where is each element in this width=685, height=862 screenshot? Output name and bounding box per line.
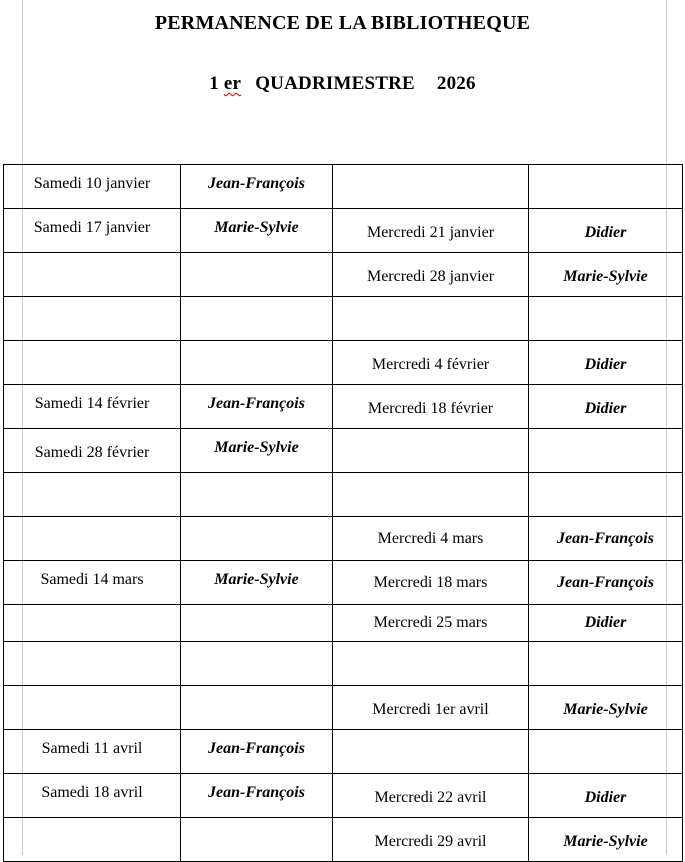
wednesday-volunteer-cell — [529, 297, 683, 341]
table-row — [4, 605, 683, 642]
saturday-date-cell — [4, 473, 181, 517]
saturday-date-cell: Samedi 17 janvier — [4, 209, 181, 253]
wednesday-volunteer-cell — [529, 730, 683, 774]
saturday-date-cell — [4, 341, 181, 385]
wednesday-volunteer-cell: Didier — [529, 605, 683, 642]
wednesday-date-cell: Mercredi 4 mars — [333, 517, 529, 561]
saturday-date-cell: Samedi 14 mars — [4, 561, 181, 605]
wednesday-volunteer-cell — [529, 429, 683, 473]
wednesday-date-cell: Mercredi 22 avril — [333, 774, 529, 818]
wednesday-date-cell: Mercredi 1er avril — [333, 686, 529, 730]
table-row — [4, 517, 683, 561]
saturday-volunteer-cell: Jean-François — [181, 165, 333, 209]
subtitle-ordinal-suffix: er — [223, 73, 242, 94]
table-row — [4, 341, 683, 385]
saturday-date-cell — [4, 253, 181, 297]
saturday-volunteer-cell — [181, 642, 333, 686]
wednesday-volunteer-cell: Didier — [529, 209, 683, 253]
subtitle-year: 2026 — [436, 73, 476, 94]
wednesday-date-cell: Mercredi 18 février — [333, 385, 529, 429]
table-row — [4, 642, 683, 686]
saturday-date-cell — [4, 686, 181, 730]
table-row — [4, 385, 683, 429]
table-row — [4, 561, 683, 605]
saturday-date-cell: Samedi 11 avril — [4, 730, 181, 774]
wednesday-date-cell — [333, 297, 529, 341]
wednesday-volunteer-cell: Marie-Sylvie — [529, 818, 683, 862]
saturday-volunteer-cell — [181, 686, 333, 730]
table-row — [4, 686, 683, 730]
wednesday-volunteer-cell — [529, 165, 683, 209]
table-row — [4, 473, 683, 517]
wednesday-date-cell — [333, 730, 529, 774]
subtitle-number: 1 — [209, 73, 219, 94]
wednesday-volunteer-cell: Didier — [529, 774, 683, 818]
wednesday-date-cell: Mercredi 28 janvier — [333, 253, 529, 297]
saturday-volunteer-cell: Jean-François — [181, 730, 333, 774]
saturday-date-cell: Samedi 28 février — [4, 429, 181, 473]
saturday-date-cell: Samedi 10 janvier — [4, 165, 181, 209]
table-row — [4, 774, 683, 818]
wednesday-date-cell: Mercredi 25 mars — [333, 605, 529, 642]
wednesday-volunteer-cell: Didier — [529, 385, 683, 429]
table-row — [4, 730, 683, 774]
wednesday-volunteer-cell: Marie-Sylvie — [529, 253, 683, 297]
saturday-volunteer-cell — [181, 253, 333, 297]
saturday-date-cell: Samedi 18 avril — [4, 774, 181, 818]
document-subtitle — [0, 73, 685, 95]
wednesday-volunteer-cell: Marie-Sylvie — [529, 686, 683, 730]
wednesday-date-cell — [333, 165, 529, 209]
wednesday-date-cell: Mercredi 21 janvier — [333, 209, 529, 253]
table-row — [4, 297, 683, 341]
wednesday-date-cell — [333, 642, 529, 686]
table-row — [4, 165, 683, 209]
saturday-volunteer-cell — [181, 605, 333, 642]
saturday-date-cell — [4, 517, 181, 561]
wednesday-volunteer-cell: Jean-François — [529, 517, 683, 561]
saturday-date-cell — [4, 297, 181, 341]
table-row — [4, 209, 683, 253]
wednesday-volunteer-cell — [529, 473, 683, 517]
wednesday-date-cell — [333, 429, 529, 473]
wednesday-volunteer-cell: Didier — [529, 341, 683, 385]
saturday-volunteer-cell — [181, 473, 333, 517]
table-row — [4, 253, 683, 297]
document-title: PERMANENCE DE LA BIBLIOTHEQUE — [154, 12, 531, 34]
saturday-volunteer-cell: Marie-Sylvie — [181, 561, 333, 605]
saturday-volunteer-cell — [181, 517, 333, 561]
schedule-table — [3, 164, 683, 862]
wednesday-date-cell: Mercredi 4 février — [333, 341, 529, 385]
saturday-volunteer-cell: Jean-François — [181, 385, 333, 429]
saturday-volunteer-cell: Marie-Sylvie — [181, 429, 333, 473]
wednesday-date-cell — [333, 473, 529, 517]
saturday-volunteer-cell — [181, 341, 333, 385]
saturday-date-cell: Samedi 14 février — [4, 385, 181, 429]
wednesday-volunteer-cell: Jean-François — [529, 561, 683, 605]
wednesday-volunteer-cell — [529, 642, 683, 686]
saturday-date-cell — [4, 642, 181, 686]
saturday-volunteer-cell: Marie-Sylvie — [181, 209, 333, 253]
wednesday-date-cell: Mercredi 18 mars — [333, 561, 529, 605]
saturday-date-cell — [4, 605, 181, 642]
saturday-volunteer-cell — [181, 297, 333, 341]
table-row — [4, 429, 683, 473]
saturday-volunteer-cell: Jean-François — [181, 774, 333, 818]
subtitle-period: QUADRIMESTRE — [255, 73, 415, 94]
wednesday-date-cell: Mercredi 29 avril — [333, 818, 529, 862]
